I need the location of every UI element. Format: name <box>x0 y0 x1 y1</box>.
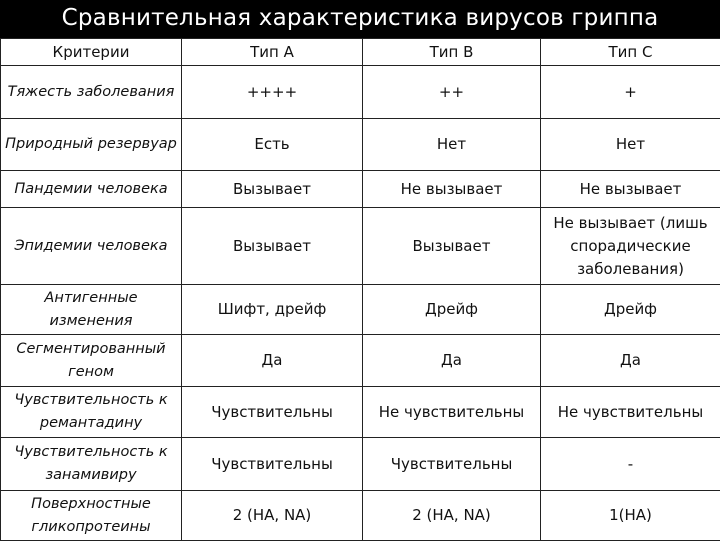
header-type-a: Тип А <box>182 39 363 66</box>
table-row <box>1 66 720 119</box>
table-row <box>1 387 720 438</box>
criterion-cell: Эпидемии человека <box>1 208 182 285</box>
header-criteria: Критерии <box>1 39 182 66</box>
type-b-cell: ++ <box>363 66 541 119</box>
table-row <box>1 119 720 171</box>
criterion-cell: Антигенные изменения <box>1 285 182 335</box>
type-a-cell: Вызывает <box>182 208 363 285</box>
type-b-cell: Да <box>363 335 541 387</box>
type-c-cell: Не вызывает (лишь спорадические заболевания) <box>541 208 720 285</box>
type-b-cell: Не чувствительны <box>363 387 541 438</box>
header-type-b: Тип В <box>363 39 541 66</box>
type-a-cell: Чувствительны <box>182 438 363 491</box>
table-row <box>1 171 720 208</box>
criterion-cell: Тяжесть заболевания <box>1 66 182 119</box>
criterion-cell: Поверхностные гликопротеины <box>1 491 182 541</box>
type-a-cell: 2 (НА, NA) <box>182 491 363 541</box>
slide-title: Сравнительная характеристика вирусов гриппа <box>0 0 720 38</box>
criterion-cell: Сегментированный геном <box>1 335 182 387</box>
type-b-cell: Чувствительны <box>363 438 541 491</box>
type-c-cell: Да <box>541 335 720 387</box>
type-b-cell: 2 (НА, NA) <box>363 491 541 541</box>
table-row <box>1 491 720 541</box>
criterion-cell: Природный резервуар <box>1 119 182 171</box>
type-a-cell: Шифт, дрейф <box>182 285 363 335</box>
type-c-cell: Нет <box>541 119 720 171</box>
type-c-cell: Не чувствительны <box>541 387 720 438</box>
type-c-cell: 1(НА) <box>541 491 720 541</box>
criterion-cell: Пандемии человека <box>1 171 182 208</box>
criterion-cell: Чувствительность к занамивиру <box>1 438 182 491</box>
header-type-c: Тип С <box>541 39 720 66</box>
type-a-cell: Чувствительны <box>182 387 363 438</box>
type-c-cell: Не вызывает <box>541 171 720 208</box>
type-b-cell: Нет <box>363 119 541 171</box>
type-b-cell: Не вызывает <box>363 171 541 208</box>
type-a-cell: Вызывает <box>182 171 363 208</box>
type-b-cell: Вызывает <box>363 208 541 285</box>
table-row <box>1 285 720 335</box>
type-c-cell: - <box>541 438 720 491</box>
criterion-cell: Чувствительность к ремантадину <box>1 387 182 438</box>
table-header-row <box>1 39 720 66</box>
table-row <box>1 335 720 387</box>
comparison-table <box>0 38 720 541</box>
type-c-cell: Дрейф <box>541 285 720 335</box>
table-row <box>1 208 720 285</box>
type-a-cell: ++++ <box>182 66 363 119</box>
type-a-cell: Да <box>182 335 363 387</box>
table-row <box>1 438 720 491</box>
type-b-cell: Дрейф <box>363 285 541 335</box>
type-a-cell: Есть <box>182 119 363 171</box>
type-c-cell: + <box>541 66 720 119</box>
